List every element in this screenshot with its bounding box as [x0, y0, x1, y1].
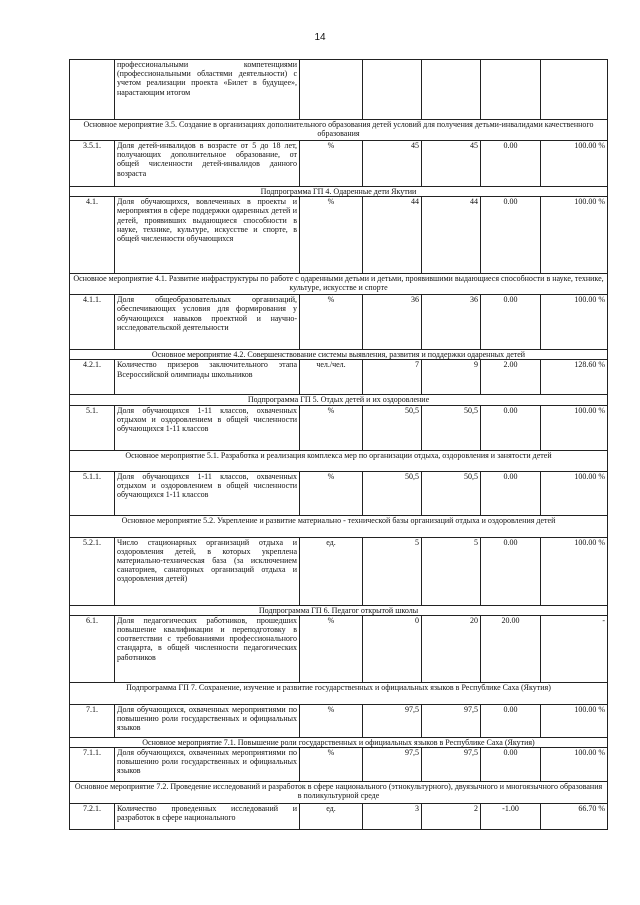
indicator-unit: %: [300, 471, 363, 515]
section-title: Подпрограмма ГП 6. Педагог открытой школы: [70, 605, 608, 615]
indicator-description: Количество призеров заключительного этапа Всероссийской олимпиады школьников: [115, 360, 300, 395]
section-title: Подпрограмма ГП 7. Сохранение, изучение и развитие государственных и официальных языков в Республике Саха (Якутия): [70, 682, 608, 704]
indicator-description: профессиональными компетенциями (профессиональными областями деятельности) с учетом реализации проекта «Билет в будущее», нарастающим итогом: [115, 60, 300, 120]
completion-percent: 100.00 %: [541, 295, 608, 350]
indicator-description: Доля педагогических работников, прошедших повышение квалификации и переподготовку в соответствии с требованиями профессионального стандарта, в общей численности педагогических работников: [115, 615, 300, 682]
completion-percent: 100.00 %: [541, 197, 608, 274]
section-header-row: [70, 515, 608, 537]
indicator-row: [70, 537, 608, 605]
indicator-number: 5.1.1.: [70, 471, 115, 515]
deviation-value: -1.00: [481, 804, 541, 830]
actual-value: 5: [422, 537, 481, 605]
indicator-number: [70, 60, 115, 120]
section-title: Основное мероприятие 5.2. Укрепление и развитие материально - технической базы организаций отдыха и оздоровления детей: [70, 515, 608, 537]
completion-percent: 100.00 %: [541, 141, 608, 187]
section-title: Основное мероприятие 7.2. Проведение исследований и разработок в сфере национального (этнокультурного), двуязычного и многоязычного образования в поликультурной среде: [70, 782, 608, 804]
section-title: Основное мероприятие 5.1. Разработка и реализация комплекса мер по организации отдыха, оздоровления и занятости детей: [70, 450, 608, 471]
section-header-row: [70, 737, 608, 747]
planned-value: 3: [363, 804, 422, 830]
completion-percent: [541, 60, 608, 120]
planned-value: 5: [363, 537, 422, 605]
indicator-description: Доля обучающихся, охваченных мероприятиями по повышению роли государственных и официальных языков: [115, 748, 300, 782]
planned-value: 7: [363, 360, 422, 395]
section-header-row: [70, 187, 608, 197]
completion-percent: 100.00 %: [541, 537, 608, 605]
indicator-unit: %: [300, 704, 363, 737]
indicator-number: 7.1.1.: [70, 748, 115, 782]
indicator-description: Доля обучающихся, вовлеченных в проекты и мероприятия в сфере поддержки одаренных детей и детей, проявивших выдающиеся способности в науке, технике, культуре, искусстве и спорте, в общей численности обучающихся: [115, 197, 300, 274]
completion-percent: 100.00 %: [541, 704, 608, 737]
planned-value: 97,5: [363, 748, 422, 782]
section-header-row: [70, 605, 608, 615]
actual-value: [422, 60, 481, 120]
indicator-row: [70, 295, 608, 350]
indicator-number: 3.5.1.: [70, 141, 115, 187]
planned-value: [363, 60, 422, 120]
section-title: Подпрограмма ГП 5. Отдых детей и их оздоровление: [70, 395, 608, 405]
actual-value: 9: [422, 360, 481, 395]
completion-percent: 100.00 %: [541, 405, 608, 450]
deviation-value: 0.00: [481, 748, 541, 782]
section-title: Основное мероприятие 7.1. Повышение роли государственных и официальных языков в Республике Саха (Якутия): [70, 737, 608, 747]
indicator-unit: ед.: [300, 804, 363, 830]
section-title: Подпрограмма ГП 4. Одаренные дети Якутии: [70, 187, 608, 197]
indicator-number: 6.1.: [70, 615, 115, 682]
indicator-unit: %: [300, 405, 363, 450]
indicator-description: Доля обучающихся, охваченных мероприятиями по повышению роли государственных и официальных языков: [115, 704, 300, 737]
indicator-unit: ед.: [300, 537, 363, 605]
actual-value: 20: [422, 615, 481, 682]
indicator-row: [70, 60, 608, 120]
section-header-row: [70, 274, 608, 295]
indicator-row: [70, 615, 608, 682]
deviation-value: 0.00: [481, 141, 541, 187]
actual-value: 2: [422, 804, 481, 830]
indicator-unit: %: [300, 197, 363, 274]
planned-value: 50,5: [363, 471, 422, 515]
section-title: Основное мероприятие 4.1. Развитие инфраструктуры по работе с одаренными детьми и детьми, проявившими выдающиеся способности в науке, технике, культуре, искусстве и спорте: [70, 274, 608, 295]
indicator-number: 4.2.1.: [70, 360, 115, 395]
actual-value: 97,5: [422, 748, 481, 782]
indicator-number: 7.2.1.: [70, 804, 115, 830]
indicator-row: [70, 197, 608, 274]
indicators-table: [69, 59, 608, 830]
actual-value: 36: [422, 295, 481, 350]
indicator-number: 5.2.1.: [70, 537, 115, 605]
indicator-description: Количество проведенных исследований и разработок в сфере национального: [115, 804, 300, 830]
completion-percent: 100.00 %: [541, 471, 608, 515]
indicator-row: [70, 360, 608, 395]
actual-value: 97,5: [422, 704, 481, 737]
section-header-row: [70, 682, 608, 704]
planned-value: 97,5: [363, 704, 422, 737]
indicator-row: [70, 804, 608, 830]
indicator-row: [70, 704, 608, 737]
deviation-value: 0.00: [481, 471, 541, 515]
deviation-value: [481, 60, 541, 120]
indicator-unit: чел./чел.: [300, 360, 363, 395]
deviation-value: 0.00: [481, 197, 541, 274]
section-header-row: [70, 782, 608, 804]
indicator-row: [70, 471, 608, 515]
completion-percent: 128.60 %: [541, 360, 608, 395]
indicator-unit: [300, 60, 363, 120]
completion-percent: 66.70 %: [541, 804, 608, 830]
actual-value: 50,5: [422, 405, 481, 450]
actual-value: 44: [422, 197, 481, 274]
indicator-number: 4.1.: [70, 197, 115, 274]
section-header-row: [70, 350, 608, 360]
planned-value: 0: [363, 615, 422, 682]
indicator-description: Число стационарных организаций отдыха и оздоровления детей, в которых укреплена материально-техническая база (за исключением санаториев, санаторных организаций отдыха и оздоровления детей): [115, 537, 300, 605]
section-header-row: [70, 395, 608, 405]
indicator-number: 4.1.1.: [70, 295, 115, 350]
page-number: 14: [314, 32, 326, 43]
indicators-table-body: [70, 60, 608, 830]
indicator-description: Доля детей-инвалидов в возрасте от 5 до 18 лет, получающих дополнительное образование, от общей численности детей-инвалидов данного возраста: [115, 141, 300, 187]
deviation-value: 0.00: [481, 295, 541, 350]
indicator-unit: %: [300, 141, 363, 187]
indicator-row: [70, 748, 608, 782]
section-title: Основное мероприятие 3.5. Создание в организациях дополнительного образования детей условий для получения детьми-инвалидами качественного образования: [70, 120, 608, 141]
completion-percent: 100.00 %: [541, 748, 608, 782]
indicator-unit: %: [300, 615, 363, 682]
completion-percent: -: [541, 615, 608, 682]
indicator-description: Доля общеобразовательных организаций, обеспечивающих условия для формирования у обучающихся навыков проектной и научно-исследовательской деятельности: [115, 295, 300, 350]
planned-value: 44: [363, 197, 422, 274]
deviation-value: 2.00: [481, 360, 541, 395]
deviation-value: 0.00: [481, 537, 541, 605]
indicator-unit: %: [300, 295, 363, 350]
planned-value: 50,5: [363, 405, 422, 450]
deviation-value: 20.00: [481, 615, 541, 682]
actual-value: 50,5: [422, 471, 481, 515]
section-title: Основное мероприятие 4.2. Совершенствование системы выявления, развития и поддержки одаренных детей: [70, 350, 608, 360]
planned-value: 45: [363, 141, 422, 187]
indicator-number: 5.1.: [70, 405, 115, 450]
indicator-row: [70, 405, 608, 450]
indicator-number: 7.1.: [70, 704, 115, 737]
indicator-row: [70, 141, 608, 187]
deviation-value: 0.00: [481, 405, 541, 450]
indicator-description: Доля обучающихся 1-11 классов, охваченных отдыхом и оздоровлением в общей численности обучающихся 1-11 классов: [115, 405, 300, 450]
planned-value: 36: [363, 295, 422, 350]
section-header-row: [70, 450, 608, 471]
section-header-row: [70, 120, 608, 141]
deviation-value: 0.00: [481, 704, 541, 737]
actual-value: 45: [422, 141, 481, 187]
indicator-description: Доля обучающихся 1-11 классов, охваченных отдыхом и оздоровлением в общей численности обучающихся 1-11 классов: [115, 471, 300, 515]
indicator-unit: %: [300, 748, 363, 782]
